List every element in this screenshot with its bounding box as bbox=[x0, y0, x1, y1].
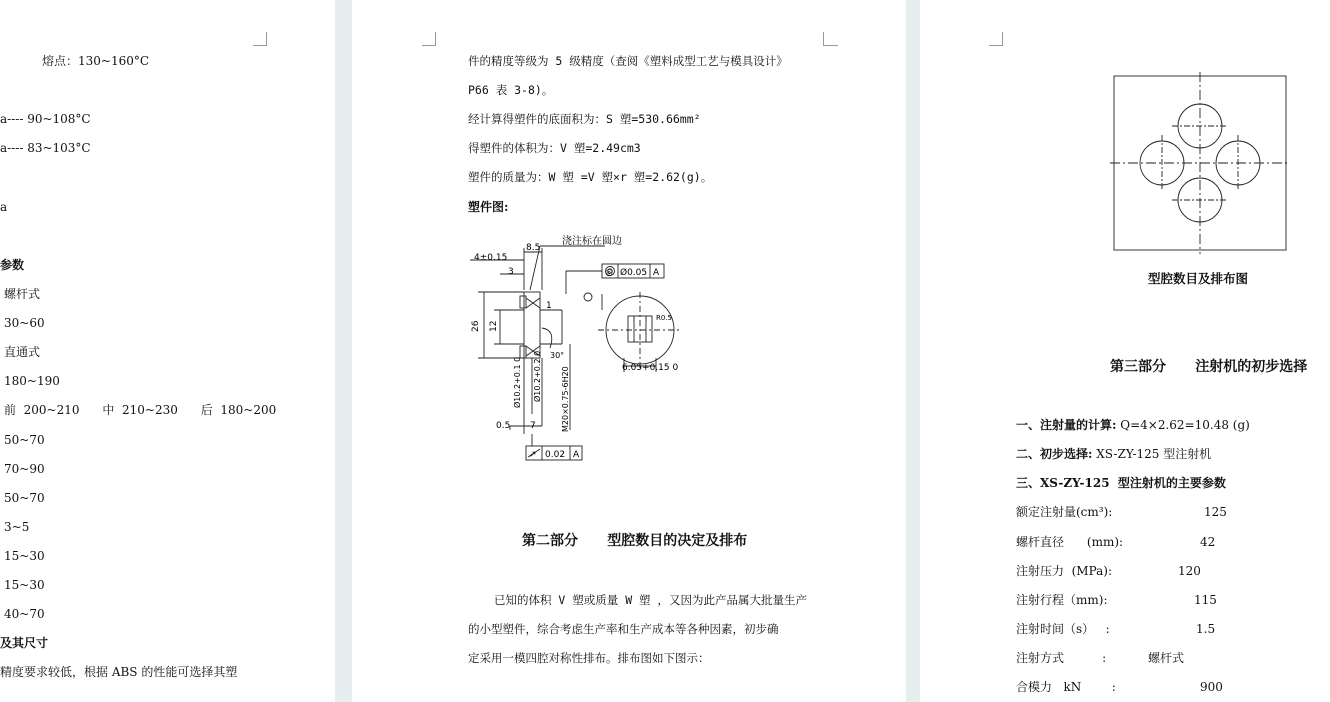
param-label: 注射压力 (MPa): bbox=[1016, 564, 1113, 578]
dim-label: 4±0.15 bbox=[474, 253, 508, 263]
dim-label: 6.05+0.15 0 bbox=[622, 363, 679, 373]
document-page-left bbox=[0, 0, 335, 702]
text-line: a---- 90~108°C bbox=[0, 112, 91, 126]
text-line: 定采用一模四腔对称性排布。排布图如下图示： bbox=[468, 651, 710, 665]
calc-item bbox=[1016, 417, 1250, 433]
text-line: a---- 83~103°C bbox=[0, 141, 91, 155]
tolerance-datum: A bbox=[653, 268, 660, 278]
text-line: 15~30 bbox=[4, 549, 45, 563]
figure-caption: 型腔数目及排布图 bbox=[1148, 271, 1249, 286]
text-line: 30~60 bbox=[4, 316, 45, 330]
param-value: 120 bbox=[1178, 564, 1201, 578]
drawing-note: 浇注标在圆边 bbox=[562, 236, 622, 247]
tolerance-symbol: ◎ bbox=[605, 268, 613, 278]
crop-mark bbox=[266, 32, 267, 46]
dim-label: M20×0.75-6H20 bbox=[561, 366, 570, 432]
dim-label: R0.5 bbox=[656, 314, 672, 322]
dim-label: 3 bbox=[508, 267, 514, 277]
text-line: 塑件的质量为：W 塑 =V 塑×r 塑=2.62(g)。 bbox=[468, 170, 713, 184]
calc-value: XS-ZY-125 型注射机 bbox=[1096, 447, 1212, 461]
text-line: 180~190 bbox=[4, 374, 60, 388]
params-heading: 三、XS-ZY-125 型注射机的主要参数 bbox=[1016, 476, 1226, 490]
param-label: 注射行程（mm): bbox=[1016, 593, 1108, 607]
dim-label: 30° bbox=[550, 351, 565, 360]
calc-label: 一、注射量的计算: bbox=[1016, 418, 1117, 432]
param-value: 115 bbox=[1194, 593, 1217, 607]
dim-label: 7 bbox=[530, 421, 536, 431]
text-line: 40~70 bbox=[4, 607, 45, 621]
text-line: 已知的体积 V 塑或质量 W 塑 ，又因为此产品属大批量生产 bbox=[494, 593, 807, 607]
param-value: 125 bbox=[1204, 505, 1227, 519]
crop-mark bbox=[824, 45, 838, 46]
figure-label: 塑件图: bbox=[468, 200, 509, 214]
param-label: 额定注射量(cm³): bbox=[1016, 505, 1113, 519]
crop-mark bbox=[422, 45, 436, 46]
text-line: 前 200~210 中 210~230 后 180~200 bbox=[4, 403, 277, 417]
param-label: 注射时间（s） : bbox=[1016, 622, 1110, 636]
document-page-middle bbox=[352, 0, 906, 702]
dim-label: 0.5 bbox=[496, 421, 511, 431]
param-label: 合模力 kN : bbox=[1016, 680, 1116, 694]
text-heading: 及其尺寸 bbox=[0, 636, 49, 650]
text-line: 3~5 bbox=[4, 520, 30, 534]
crop-mark bbox=[823, 32, 824, 46]
text-line: 件的精度等级为 5 级精度（查阅《塑料成型工艺与模具设计》 bbox=[468, 54, 788, 68]
text-line: 熔点：130~160°C bbox=[42, 54, 150, 68]
section-heading: 第二部分 型腔数目的决定及排布 bbox=[522, 533, 748, 549]
calc-label: 二、初步选择: bbox=[1016, 447, 1093, 461]
cavity-layout-diagram bbox=[1110, 72, 1290, 254]
crop-mark bbox=[989, 45, 1003, 46]
param-value: 42 bbox=[1200, 535, 1216, 549]
text-line: 直通式 bbox=[4, 345, 41, 359]
text-line: 50~70 bbox=[4, 491, 45, 505]
calc-item bbox=[1016, 446, 1211, 462]
text-line: 螺杆式 bbox=[4, 287, 41, 301]
param-value: 螺杆式 bbox=[1148, 651, 1185, 665]
calc-value: Q=4×2.62=10.48 (g) bbox=[1120, 418, 1250, 432]
crop-mark bbox=[1002, 32, 1003, 46]
text-line: 15~30 bbox=[4, 578, 45, 592]
text-line: 50~70 bbox=[4, 433, 45, 447]
crop-mark bbox=[435, 32, 436, 46]
dim-label: Ø10.2+0.2 0 bbox=[533, 350, 542, 402]
part-drawing bbox=[470, 230, 710, 466]
text-line: a bbox=[0, 200, 8, 214]
tolerance-datum: A bbox=[573, 450, 580, 460]
param-value: 1.5 bbox=[1196, 622, 1216, 636]
param-label: 注射方式 : bbox=[1016, 651, 1107, 665]
section-heading: 第三部分 注射机的初步选择 bbox=[1110, 359, 1308, 375]
page-gutter-2 bbox=[906, 0, 920, 702]
param-value: 900 bbox=[1200, 680, 1223, 694]
dim-label: 8.5 bbox=[526, 243, 541, 253]
page-gutter-1 bbox=[335, 0, 352, 702]
text-line: 70~90 bbox=[4, 462, 45, 476]
dim-label: 1 bbox=[546, 301, 552, 311]
tolerance-symbol: ↗ bbox=[529, 450, 537, 460]
text-line: 的小型塑件，综合考虑生产率和生产成本等各种因素，初步确 bbox=[468, 622, 779, 636]
text-line: 经计算得塑件的底面积为：S 塑=530.66mm² bbox=[468, 112, 701, 126]
tolerance-value: Ø0.05 bbox=[620, 268, 648, 278]
text-line: 得塑件的体积为：V 塑=2.49cm3 bbox=[468, 141, 641, 155]
crop-mark bbox=[253, 45, 267, 46]
dim-label: 26 bbox=[471, 320, 481, 332]
tolerance-value: 0.02 bbox=[545, 450, 566, 460]
text-line: 精度要求较低，根据 ABS 的性能可选择其塑 bbox=[0, 665, 238, 679]
document-page-right bbox=[920, 0, 1330, 702]
dim-label: 12 bbox=[489, 320, 499, 332]
dim-label: Ø10.2+0.1 0 bbox=[513, 356, 522, 408]
text-line: P66 表 3-8)。 bbox=[468, 83, 554, 97]
text-heading: 参数 bbox=[0, 258, 25, 272]
param-label: 螺杆直径 (mm): bbox=[1016, 535, 1124, 549]
